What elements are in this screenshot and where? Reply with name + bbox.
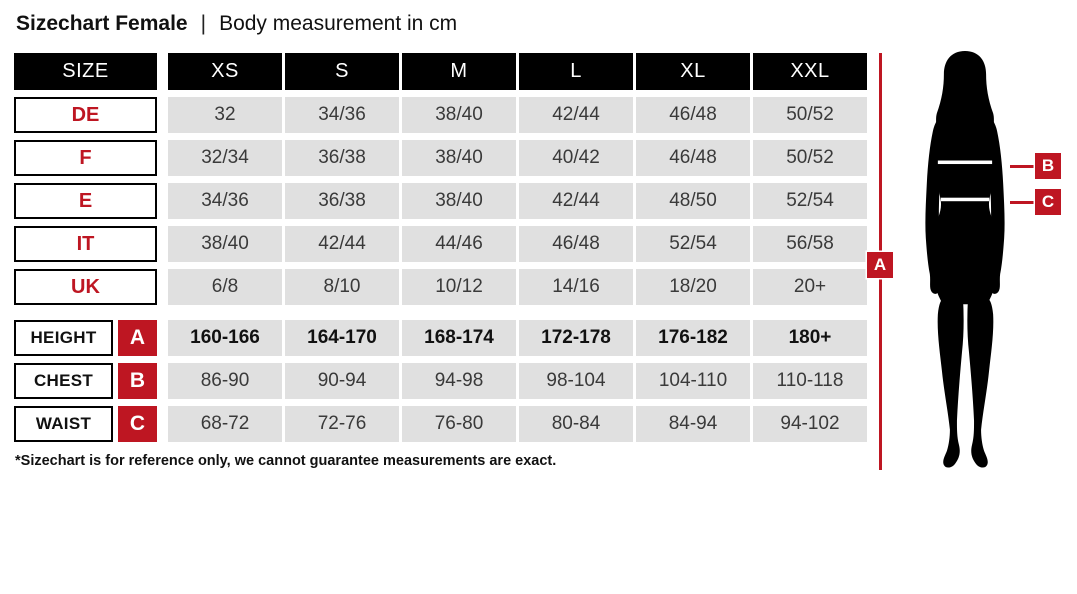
- marker-a-badge: A: [118, 320, 157, 356]
- cell-value: 52/54: [636, 226, 750, 262]
- table-row-waist: [14, 406, 867, 442]
- female-silhouette-image: [915, 51, 1019, 473]
- cell-value: 168-174: [402, 320, 516, 356]
- cell-value: 38/40: [402, 97, 516, 133]
- cell-value: 6/8: [168, 269, 282, 305]
- cell-value: 180+: [753, 320, 867, 356]
- cell-value: 44/46: [402, 226, 516, 262]
- cell-value: 94-102: [753, 406, 867, 442]
- cell-value: 110-118: [753, 363, 867, 399]
- cell-value: 84-94: [636, 406, 750, 442]
- waist-line: [941, 198, 989, 202]
- cell-value: 172-178: [519, 320, 633, 356]
- title-main: Sizechart Female: [16, 12, 188, 35]
- cell-value: 86-90: [168, 363, 282, 399]
- cell-value: 72-76: [285, 406, 399, 442]
- figure-marker-c: C: [1035, 189, 1061, 215]
- cell-value: 14/16: [519, 269, 633, 305]
- row-label-chest: CHEST: [14, 363, 113, 399]
- header-cell-xl: XL: [636, 53, 750, 90]
- row-label-de: DE: [14, 97, 157, 133]
- section-gap: [14, 312, 867, 320]
- cell-value: 68-72: [168, 406, 282, 442]
- header-cell-l: L: [519, 53, 633, 90]
- title-subtitle: Body measurement in cm: [219, 12, 458, 35]
- cell-value: 34/36: [168, 183, 282, 219]
- row-label-f: F: [14, 140, 157, 176]
- cell-value: 94-98: [402, 363, 516, 399]
- header-cell-xxl: XXL: [753, 53, 867, 90]
- cell-value: 32: [168, 97, 282, 133]
- figure-marker-a: A: [867, 252, 893, 278]
- row-label-e: E: [14, 183, 157, 219]
- row-label-height: HEIGHT: [14, 320, 113, 356]
- cell-value: 46/48: [519, 226, 633, 262]
- table-row-uk: [14, 269, 867, 305]
- cell-value: 50/52: [753, 140, 867, 176]
- cell-value: 36/38: [285, 140, 399, 176]
- header-cell-size: SIZE: [14, 53, 157, 90]
- cell-value: 76-80: [402, 406, 516, 442]
- header-row: [14, 53, 867, 90]
- cell-value: 18/20: [636, 269, 750, 305]
- cell-value: 42/44: [519, 97, 633, 133]
- figure-marker-b: B: [1035, 153, 1061, 179]
- header-cell-s: S: [285, 53, 399, 90]
- cell-value: 10/12: [402, 269, 516, 305]
- cell-value: 46/48: [636, 140, 750, 176]
- row-label-waist: WAIST: [14, 406, 113, 442]
- sizechart-table: [14, 53, 867, 449]
- cell-value: 32/34: [168, 140, 282, 176]
- header-cell-xs: XS: [168, 53, 282, 90]
- cell-value: 50/52: [753, 97, 867, 133]
- page-title: [16, 12, 457, 36]
- cell-value: 40/42: [519, 140, 633, 176]
- disclaimer-text: *Sizechart is for reference only, we cannot guarantee measurements are exact.: [15, 453, 557, 469]
- cell-value: 90-94: [285, 363, 399, 399]
- cell-value: 8/10: [285, 269, 399, 305]
- header-cell-m: M: [402, 53, 516, 90]
- measurement-figure: [858, 50, 1077, 490]
- row-label-uk: UK: [14, 269, 157, 305]
- cell-value: 176-182: [636, 320, 750, 356]
- cell-value: 42/44: [285, 226, 399, 262]
- cell-value: 46/48: [636, 97, 750, 133]
- cell-value: 80-84: [519, 406, 633, 442]
- table-row-chest: [14, 363, 867, 399]
- table-row-e: [14, 183, 867, 219]
- chest-line: [938, 161, 992, 165]
- cell-value: 38/40: [168, 226, 282, 262]
- cell-value: 56/58: [753, 226, 867, 262]
- cell-value: 38/40: [402, 140, 516, 176]
- cell-value: 42/44: [519, 183, 633, 219]
- table-row-de: [14, 97, 867, 133]
- cell-value: 104-110: [636, 363, 750, 399]
- cell-value: 98-104: [519, 363, 633, 399]
- cell-value: 36/38: [285, 183, 399, 219]
- cell-value: 34/36: [285, 97, 399, 133]
- waist-connector-line: [1010, 201, 1036, 204]
- marker-c-badge: C: [118, 406, 157, 442]
- cell-value: 164-170: [285, 320, 399, 356]
- cell-value: 160-166: [168, 320, 282, 356]
- row-label-it: IT: [14, 226, 157, 262]
- title-separator: |: [200, 12, 207, 35]
- cell-value: 52/54: [753, 183, 867, 219]
- chest-connector-line: [1010, 165, 1036, 168]
- cell-value: 20+: [753, 269, 867, 305]
- table-row-f: [14, 140, 867, 176]
- cell-value: 38/40: [402, 183, 516, 219]
- table-row-it: [14, 226, 867, 262]
- marker-b-badge: B: [118, 363, 157, 399]
- cell-value: 48/50: [636, 183, 750, 219]
- table-row-height: [14, 320, 867, 356]
